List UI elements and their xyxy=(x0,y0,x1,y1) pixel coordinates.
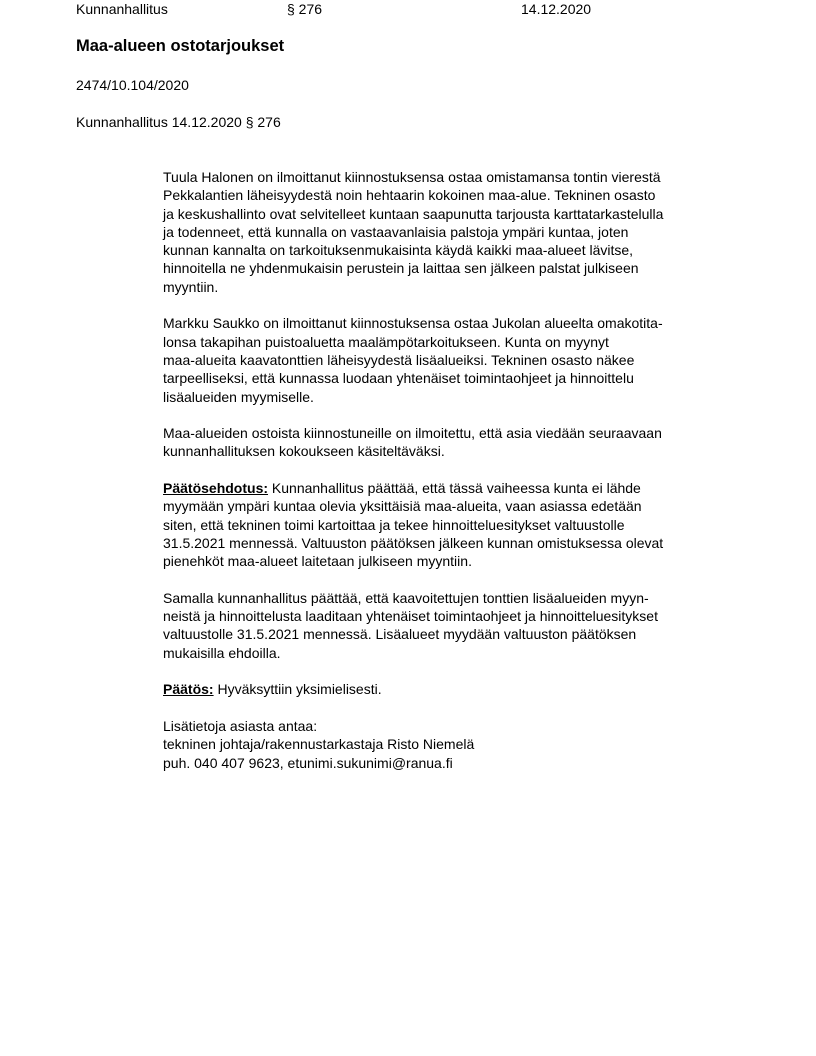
paragraph xyxy=(163,424,763,461)
line-text: ja todenneet, että kunnalla on vastaavanlaisia palstoja ympäri kuntaa, joten xyxy=(163,223,629,240)
text-line xyxy=(163,644,763,662)
line-text: kunnan kannalta on tarkoituksenmukaisinta käydä kaikki maa-alueet lävitse, xyxy=(163,242,634,259)
text-line xyxy=(163,168,763,186)
line-text: tekninen johtaja/rakennustarkastaja Risto Niemelä xyxy=(163,736,475,753)
text-line xyxy=(163,735,763,753)
text-line xyxy=(163,424,763,442)
text-line xyxy=(163,388,763,406)
header-section: § 276 xyxy=(287,1,323,17)
text-line xyxy=(163,680,763,698)
text-line xyxy=(163,497,763,515)
paragraph xyxy=(163,168,763,296)
line-text: maa-alueita kaavatonttien läheisyydestä lisäalueiksi. Tekninen osasto näkee xyxy=(163,351,635,368)
document-body xyxy=(163,168,763,790)
text-line xyxy=(163,625,763,643)
line-text: neistä ja hinnoittelusta laaditaan yhtenäiset toimintaohjeet ja hinnoitteluesitykset xyxy=(163,608,658,625)
text-line xyxy=(163,333,763,351)
document-title: Maa-alueen ostotarjoukset xyxy=(76,37,285,55)
paragraph xyxy=(163,589,763,662)
meeting-reference: Kunnanhallitus 14.12.2020 § 276 xyxy=(76,114,281,130)
line-text: myyntiin. xyxy=(163,278,219,295)
text-line xyxy=(163,607,763,625)
section-label: Päätösehdotus: xyxy=(163,480,269,497)
line-text: Markku Saukko on ilmoittanut kiinnostuksensa ostaa Jukolan alueelta omakotita- xyxy=(163,315,663,332)
text-line xyxy=(163,516,763,534)
text-line xyxy=(163,278,763,296)
text-line xyxy=(163,259,763,277)
line-text: puh. 040 407 9623, etunimi.sukunimi@ranua.fi xyxy=(163,754,453,771)
line-text: kunnanhallituksen kokoukseen käsiteltäväksi. xyxy=(163,443,445,460)
line-text: Maa-alueiden ostoista kiinnostuneille on ilmoitettu, että asia viedään seuraavaan xyxy=(163,425,662,442)
text-line xyxy=(163,205,763,223)
text-line xyxy=(163,241,763,259)
line-text: lisäalueiden myymiselle. xyxy=(163,388,314,405)
line-text: Samalla kunnanhallitus päättää, että kaavoitettujen tonttien lisäalueiden myyn- xyxy=(163,589,649,606)
text-line xyxy=(163,442,763,460)
line-text: mukaisilla ehdoilla. xyxy=(163,644,281,661)
line-text: Tuula Halonen on ilmoittanut kiinnostuksensa ostaa omistamansa tontin vierestä xyxy=(163,169,661,185)
section-label: Päätös: xyxy=(163,681,214,698)
line-text: tarpeelliseksi, että kunnassa luodaan yhtenäiset toimintaohjeet ja hinnoittelu xyxy=(163,370,634,387)
line-text: lonsa takapihan puistoaluetta maalämpötarkoitukseen. Kunta on myynyt xyxy=(163,333,609,350)
line-text: ja keskushallinto ovat selvitelleet kuntaan saapunutta tarjousta karttatarkastelulla xyxy=(163,205,664,222)
paragraph xyxy=(163,314,763,405)
line-text: Pekkalantien läheisyydestä noin hehtaarin kokoinen maa-alue. Tekninen osasto xyxy=(163,187,656,204)
line-text: Lisätietoja asiasta antaa: xyxy=(163,717,318,734)
text-line xyxy=(163,589,763,607)
reference-number: 2474/10.104/2020 xyxy=(76,77,189,93)
header-date: 14.12.2020 xyxy=(521,1,592,17)
line-text: valtuustolle 31.5.2021 mennessä. Lisäalueet myydään valtuuston päätöksen xyxy=(163,626,637,643)
line-text: myymään ympäri kuntaa olevia yksittäisiä maa-alueita, vaan asiassa edetään xyxy=(163,498,642,515)
line-text: hinnoitella ne yhdenmukaisin perustein ja laittaa sen jälkeen palstat julkiseen xyxy=(163,260,639,277)
text-line xyxy=(163,351,763,369)
text-line xyxy=(163,223,763,241)
paragraph xyxy=(163,717,763,772)
text-line xyxy=(163,186,763,204)
line-text: Kunnanhallitus päättää, että tässä vaiheessa kunta ei lähde xyxy=(271,480,641,497)
text-line xyxy=(163,369,763,387)
paragraph xyxy=(163,479,763,570)
text-line xyxy=(163,314,763,332)
header-body: Kunnanhallitus xyxy=(76,1,168,17)
line-text: Hyväksyttiin yksimielisesti. xyxy=(217,681,382,698)
text-line xyxy=(163,552,763,570)
line-text: 31.5.2021 mennessä. Valtuuston päätöksen jälkeen kunnan omistuksessa olevat xyxy=(163,534,664,551)
line-text: pienehköt maa-alueet laitetaan julkiseen myyntiin. xyxy=(163,553,472,570)
text-line xyxy=(163,717,763,735)
text-line xyxy=(163,479,763,497)
text-line xyxy=(163,754,763,772)
line-text: siten, että tekninen toimi kartoittaa ja tekee hinnoitteluesitykset valtuustolle xyxy=(163,516,625,533)
text-line xyxy=(163,534,763,552)
paragraph xyxy=(163,680,763,698)
